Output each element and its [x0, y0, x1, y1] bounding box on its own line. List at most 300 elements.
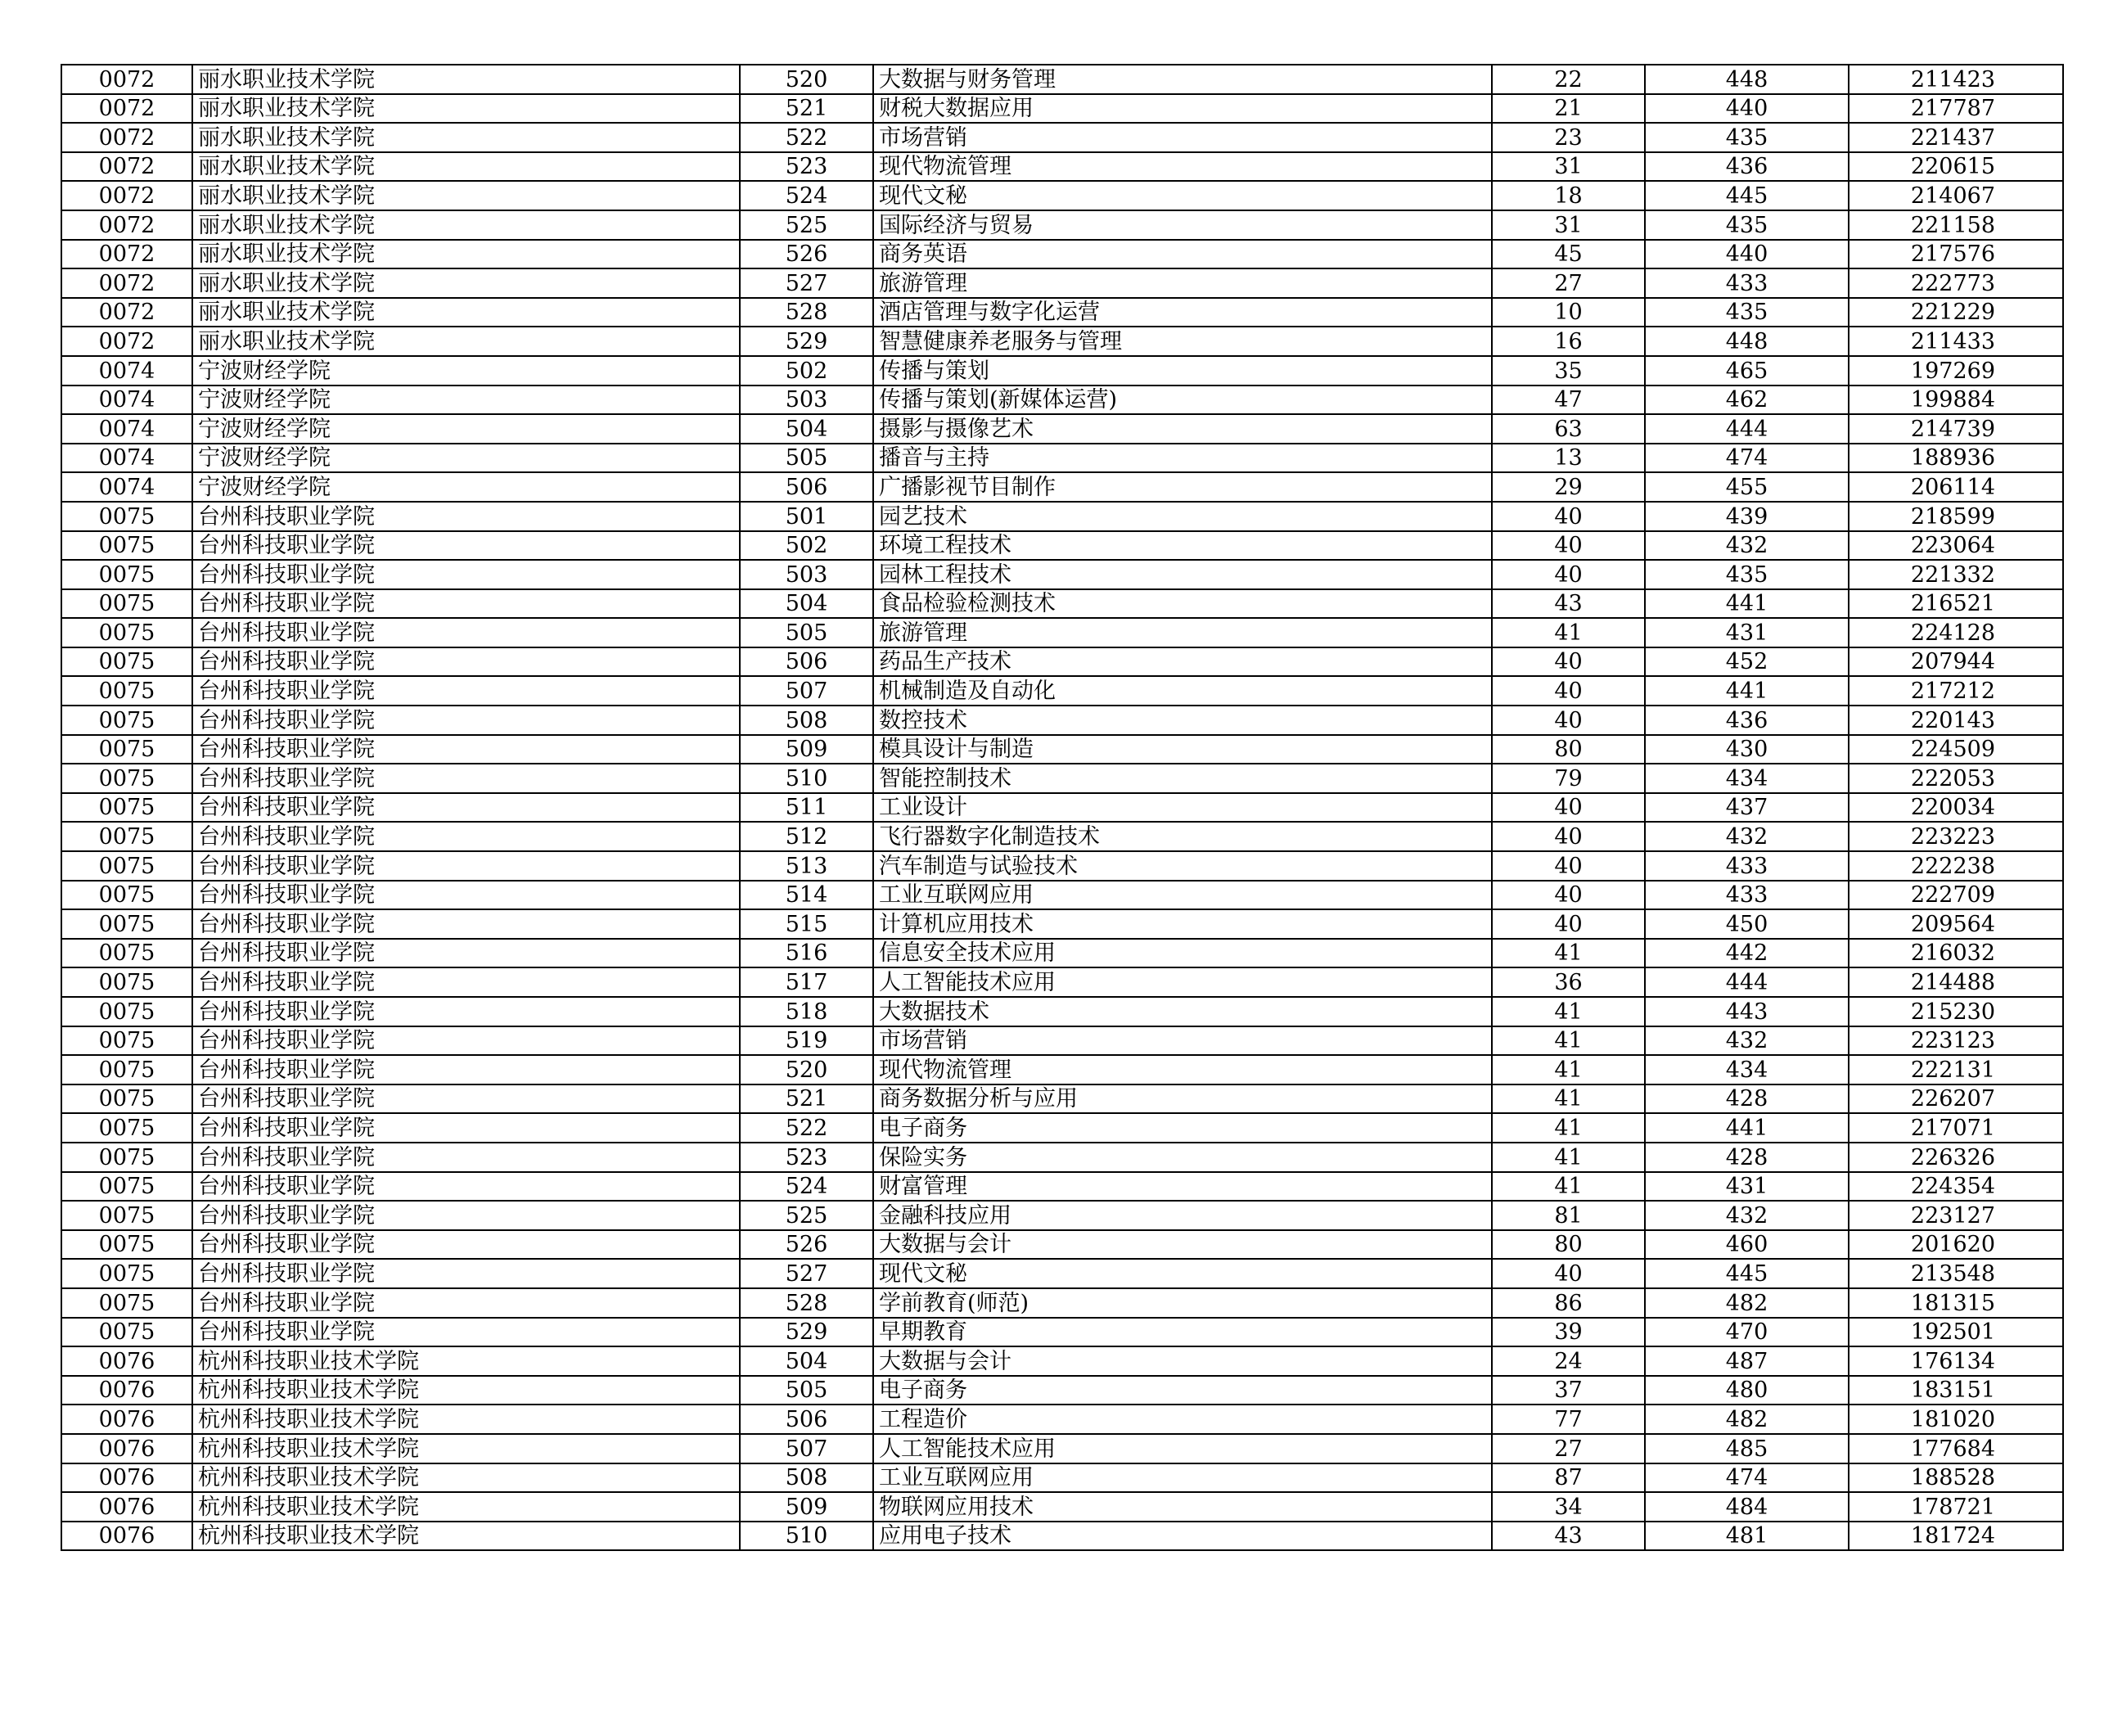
plan-count-cell: 13	[1492, 444, 1645, 473]
major-code-cell: 508	[740, 706, 873, 735]
major-code-cell: 527	[740, 268, 873, 298]
major-code-cell: 508	[740, 1463, 873, 1493]
min-rank-cell: 220143	[1849, 706, 2063, 735]
major-name-cell: 食品检验检测技术	[873, 589, 1492, 619]
school-code-cell: 0075	[61, 647, 192, 677]
min-rank-cell: 223223	[1849, 822, 2063, 851]
min-score-cell: 460	[1645, 1230, 1849, 1260]
school-name-cell: 杭州科技职业技术学院	[192, 1346, 740, 1376]
table-body	[61, 65, 2063, 1550]
plan-count-cell: 40	[1492, 647, 1645, 677]
school-name-cell: 台州科技职业学院	[192, 764, 740, 793]
school-code-cell: 0075	[61, 909, 192, 939]
min-rank-cell: 221229	[1849, 298, 2063, 327]
min-score-cell: 428	[1645, 1084, 1849, 1114]
school-name-cell: 杭州科技职业技术学院	[192, 1522, 740, 1551]
major-name-cell: 智能控制技术	[873, 764, 1492, 793]
table-row	[61, 560, 2063, 589]
min-rank-cell: 206114	[1849, 472, 2063, 502]
min-score-cell: 441	[1645, 676, 1849, 706]
table-row	[61, 1463, 2063, 1493]
min-score-cell: 433	[1645, 268, 1849, 298]
plan-count-cell: 41	[1492, 1113, 1645, 1143]
plan-count-cell: 40	[1492, 909, 1645, 939]
school-code-cell: 0072	[61, 268, 192, 298]
min-rank-cell: 178721	[1849, 1492, 2063, 1522]
min-score-cell: 435	[1645, 560, 1849, 589]
table-row	[61, 1055, 2063, 1084]
school-name-cell: 台州科技职业学院	[192, 1201, 740, 1230]
school-code-cell: 0075	[61, 764, 192, 793]
school-name-cell: 台州科技职业学院	[192, 1318, 740, 1347]
school-code-cell: 0072	[61, 240, 192, 269]
min-score-cell: 433	[1645, 851, 1849, 881]
min-rank-cell: 197269	[1849, 356, 2063, 386]
min-rank-cell: 217576	[1849, 240, 2063, 269]
major-code-cell: 504	[740, 589, 873, 619]
table-row	[61, 152, 2063, 182]
min-rank-cell: 214739	[1849, 414, 2063, 444]
min-rank-cell: 214067	[1849, 181, 2063, 210]
school-name-cell: 杭州科技职业技术学院	[192, 1463, 740, 1493]
school-name-cell: 丽水职业技术学院	[192, 298, 740, 327]
plan-count-cell: 40	[1492, 560, 1645, 589]
school-code-cell: 0075	[61, 1113, 192, 1143]
table-row	[61, 997, 2063, 1026]
table-row	[61, 65, 2063, 94]
school-code-cell: 0072	[61, 298, 192, 327]
min-rank-cell: 226326	[1849, 1143, 2063, 1172]
table-row	[61, 706, 2063, 735]
major-code-cell: 512	[740, 822, 873, 851]
major-code-cell: 523	[740, 152, 873, 182]
min-score-cell: 431	[1645, 618, 1849, 647]
table-row	[61, 1026, 2063, 1056]
plan-count-cell: 41	[1492, 1055, 1645, 1084]
table-row	[61, 386, 2063, 415]
table-row	[61, 851, 2063, 881]
table-row	[61, 94, 2063, 124]
plan-count-cell: 40	[1492, 1259, 1645, 1288]
plan-count-cell: 36	[1492, 967, 1645, 997]
school-name-cell: 台州科技职业学院	[192, 967, 740, 997]
school-name-cell: 台州科技职业学院	[192, 1113, 740, 1143]
major-code-cell: 525	[740, 210, 873, 240]
school-code-cell: 0075	[61, 618, 192, 647]
school-code-cell: 0076	[61, 1346, 192, 1376]
school-code-cell: 0072	[61, 65, 192, 94]
major-code-cell: 504	[740, 414, 873, 444]
table-row	[61, 1230, 2063, 1260]
major-code-cell: 526	[740, 1230, 873, 1260]
school-code-cell: 0075	[61, 676, 192, 706]
major-code-cell: 506	[740, 472, 873, 502]
major-name-cell: 财富管理	[873, 1172, 1492, 1202]
table-row	[61, 1143, 2063, 1172]
min-score-cell: 450	[1645, 909, 1849, 939]
plan-count-cell: 87	[1492, 1463, 1645, 1493]
school-code-cell: 0075	[61, 851, 192, 881]
major-name-cell: 应用电子技术	[873, 1522, 1492, 1551]
table-row	[61, 1405, 2063, 1434]
school-code-cell: 0075	[61, 881, 192, 910]
major-name-cell: 电子商务	[873, 1376, 1492, 1405]
major-code-cell: 517	[740, 967, 873, 997]
min-rank-cell: 217071	[1849, 1113, 2063, 1143]
school-name-cell: 台州科技职业学院	[192, 735, 740, 764]
major-code-cell: 510	[740, 764, 873, 793]
min-score-cell: 428	[1645, 1143, 1849, 1172]
table-row	[61, 939, 2063, 968]
plan-count-cell: 81	[1492, 1201, 1645, 1230]
min-rank-cell: 216521	[1849, 589, 2063, 619]
school-code-cell: 0075	[61, 793, 192, 823]
min-rank-cell: 224354	[1849, 1172, 2063, 1202]
major-code-cell: 509	[740, 1492, 873, 1522]
min-rank-cell: 209564	[1849, 909, 2063, 939]
school-name-cell: 台州科技职业学院	[192, 851, 740, 881]
major-name-cell: 机械制造及自动化	[873, 676, 1492, 706]
major-code-cell: 503	[740, 560, 873, 589]
major-code-cell: 504	[740, 1346, 873, 1376]
major-name-cell: 学前教育(师范)	[873, 1288, 1492, 1318]
plan-count-cell: 80	[1492, 1230, 1645, 1260]
min-rank-cell: 215230	[1849, 997, 2063, 1026]
major-code-cell: 506	[740, 647, 873, 677]
plan-count-cell: 34	[1492, 1492, 1645, 1522]
table-row	[61, 444, 2063, 473]
school-name-cell: 台州科技职业学院	[192, 1143, 740, 1172]
major-name-cell: 工业互联网应用	[873, 1463, 1492, 1493]
school-name-cell: 丽水职业技术学院	[192, 123, 740, 152]
school-name-cell: 宁波财经学院	[192, 386, 740, 415]
school-code-cell: 0076	[61, 1405, 192, 1434]
school-code-cell: 0072	[61, 210, 192, 240]
table-row	[61, 909, 2063, 939]
major-code-cell: 511	[740, 793, 873, 823]
major-name-cell: 人工智能技术应用	[873, 1434, 1492, 1463]
table-row	[61, 268, 2063, 298]
table-row	[61, 589, 2063, 619]
school-name-cell: 宁波财经学院	[192, 356, 740, 386]
school-name-cell: 台州科技职业学院	[192, 618, 740, 647]
table-row	[61, 1084, 2063, 1114]
min-score-cell: 482	[1645, 1405, 1849, 1434]
major-name-cell: 现代文秘	[873, 181, 1492, 210]
major-code-cell: 502	[740, 531, 873, 561]
major-code-cell: 522	[740, 1113, 873, 1143]
major-code-cell: 524	[740, 181, 873, 210]
min-score-cell: 434	[1645, 1055, 1849, 1084]
min-score-cell: 452	[1645, 647, 1849, 677]
school-name-cell: 台州科技职业学院	[192, 939, 740, 968]
major-code-cell: 507	[740, 1434, 873, 1463]
plan-count-cell: 41	[1492, 1143, 1645, 1172]
major-name-cell: 现代物流管理	[873, 1055, 1492, 1084]
plan-count-cell: 39	[1492, 1318, 1645, 1347]
plan-count-cell: 35	[1492, 356, 1645, 386]
school-name-cell: 杭州科技职业技术学院	[192, 1492, 740, 1522]
min-rank-cell: 220034	[1849, 793, 2063, 823]
min-rank-cell: 222053	[1849, 764, 2063, 793]
table-row	[61, 735, 2063, 764]
min-rank-cell: 218599	[1849, 502, 2063, 531]
min-rank-cell: 216032	[1849, 939, 2063, 968]
table-row	[61, 967, 2063, 997]
table-row	[61, 210, 2063, 240]
min-rank-cell: 224509	[1849, 735, 2063, 764]
table-row	[61, 181, 2063, 210]
min-score-cell: 432	[1645, 822, 1849, 851]
min-score-cell: 440	[1645, 240, 1849, 269]
plan-count-cell: 63	[1492, 414, 1645, 444]
school-name-cell: 丽水职业技术学院	[192, 268, 740, 298]
major-code-cell: 509	[740, 735, 873, 764]
school-code-cell: 0074	[61, 386, 192, 415]
min-score-cell: 445	[1645, 1259, 1849, 1288]
school-code-cell: 0075	[61, 531, 192, 561]
plan-count-cell: 21	[1492, 94, 1645, 124]
major-name-cell: 旅游管理	[873, 618, 1492, 647]
school-name-cell: 台州科技职业学院	[192, 1288, 740, 1318]
plan-count-cell: 40	[1492, 706, 1645, 735]
min-score-cell: 433	[1645, 881, 1849, 910]
plan-count-cell: 43	[1492, 589, 1645, 619]
school-name-cell: 台州科技职业学院	[192, 560, 740, 589]
admission-table	[61, 64, 2064, 1551]
table-row	[61, 298, 2063, 327]
min-score-cell: 474	[1645, 444, 1849, 473]
plan-count-cell: 40	[1492, 881, 1645, 910]
min-rank-cell: 222773	[1849, 268, 2063, 298]
min-rank-cell: 221437	[1849, 123, 2063, 152]
school-code-cell: 0075	[61, 1259, 192, 1288]
school-code-cell: 0072	[61, 123, 192, 152]
school-name-cell: 台州科技职业学院	[192, 881, 740, 910]
major-name-cell: 电子商务	[873, 1113, 1492, 1143]
min-rank-cell: 217212	[1849, 676, 2063, 706]
min-score-cell: 445	[1645, 181, 1849, 210]
major-name-cell: 大数据技术	[873, 997, 1492, 1026]
major-code-cell: 520	[740, 1055, 873, 1084]
major-name-cell: 大数据与会计	[873, 1230, 1492, 1260]
major-name-cell: 财税大数据应用	[873, 94, 1492, 124]
major-name-cell: 播音与主持	[873, 444, 1492, 473]
school-code-cell: 0074	[61, 414, 192, 444]
major-name-cell: 园林工程技术	[873, 560, 1492, 589]
table-row	[61, 618, 2063, 647]
school-code-cell: 0075	[61, 997, 192, 1026]
major-code-cell: 518	[740, 997, 873, 1026]
major-name-cell: 大数据与财务管理	[873, 65, 1492, 94]
school-code-cell: 0075	[61, 967, 192, 997]
min-rank-cell: 188528	[1849, 1463, 2063, 1493]
min-rank-cell: 177684	[1849, 1434, 2063, 1463]
plan-count-cell: 79	[1492, 764, 1645, 793]
min-rank-cell: 211423	[1849, 65, 2063, 94]
table-row	[61, 1201, 2063, 1230]
school-name-cell: 台州科技职业学院	[192, 676, 740, 706]
major-name-cell: 数控技术	[873, 706, 1492, 735]
school-name-cell: 台州科技职业学院	[192, 706, 740, 735]
school-name-cell: 台州科技职业学院	[192, 793, 740, 823]
major-code-cell: 523	[740, 1143, 873, 1172]
min-score-cell: 441	[1645, 589, 1849, 619]
plan-count-cell: 77	[1492, 1405, 1645, 1434]
school-code-cell: 0075	[61, 1318, 192, 1347]
major-name-cell: 酒店管理与数字化运营	[873, 298, 1492, 327]
major-code-cell: 526	[740, 240, 873, 269]
major-code-cell: 515	[740, 909, 873, 939]
major-code-cell: 505	[740, 1376, 873, 1405]
min-rank-cell: 222131	[1849, 1055, 2063, 1084]
major-code-cell: 524	[740, 1172, 873, 1202]
min-score-cell: 444	[1645, 967, 1849, 997]
min-score-cell: 432	[1645, 1201, 1849, 1230]
plan-count-cell: 41	[1492, 618, 1645, 647]
major-code-cell: 503	[740, 386, 873, 415]
table-row	[61, 123, 2063, 152]
min-rank-cell: 226207	[1849, 1084, 2063, 1114]
min-score-cell: 448	[1645, 327, 1849, 356]
plan-count-cell: 24	[1492, 1346, 1645, 1376]
school-name-cell: 台州科技职业学院	[192, 997, 740, 1026]
plan-count-cell: 86	[1492, 1288, 1645, 1318]
table-row	[61, 327, 2063, 356]
plan-count-cell: 40	[1492, 851, 1645, 881]
school-code-cell: 0075	[61, 822, 192, 851]
plan-count-cell: 10	[1492, 298, 1645, 327]
min-score-cell: 434	[1645, 764, 1849, 793]
major-name-cell: 广播影视节目制作	[873, 472, 1492, 502]
min-score-cell: 448	[1645, 65, 1849, 94]
table-row	[61, 764, 2063, 793]
min-score-cell: 437	[1645, 793, 1849, 823]
school-code-cell: 0074	[61, 444, 192, 473]
major-name-cell: 工业互联网应用	[873, 881, 1492, 910]
school-name-cell: 台州科技职业学院	[192, 1172, 740, 1202]
major-name-cell: 市场营销	[873, 123, 1492, 152]
school-code-cell: 0072	[61, 152, 192, 182]
major-name-cell: 金融科技应用	[873, 1201, 1492, 1230]
major-name-cell: 现代文秘	[873, 1259, 1492, 1288]
min-rank-cell: 201620	[1849, 1230, 2063, 1260]
min-rank-cell: 176134	[1849, 1346, 2063, 1376]
min-score-cell: 431	[1645, 1172, 1849, 1202]
min-rank-cell: 213548	[1849, 1259, 2063, 1288]
min-score-cell: 465	[1645, 356, 1849, 386]
major-name-cell: 计算机应用技术	[873, 909, 1492, 939]
plan-count-cell: 31	[1492, 210, 1645, 240]
plan-count-cell: 22	[1492, 65, 1645, 94]
plan-count-cell: 40	[1492, 793, 1645, 823]
school-name-cell: 丽水职业技术学院	[192, 152, 740, 182]
school-code-cell: 0074	[61, 472, 192, 502]
plan-count-cell: 41	[1492, 1172, 1645, 1202]
min-score-cell: 435	[1645, 298, 1849, 327]
major-code-cell: 522	[740, 123, 873, 152]
min-rank-cell: 188936	[1849, 444, 2063, 473]
major-name-cell: 药品生产技术	[873, 647, 1492, 677]
major-name-cell: 市场营销	[873, 1026, 1492, 1056]
table-row	[61, 676, 2063, 706]
min-rank-cell: 220615	[1849, 152, 2063, 182]
major-name-cell: 商务英语	[873, 240, 1492, 269]
major-name-cell: 大数据与会计	[873, 1346, 1492, 1376]
major-name-cell: 智慧健康养老服务与管理	[873, 327, 1492, 356]
major-name-cell: 国际经济与贸易	[873, 210, 1492, 240]
major-name-cell: 传播与策划	[873, 356, 1492, 386]
plan-count-cell: 40	[1492, 531, 1645, 561]
school-name-cell: 台州科技职业学院	[192, 1055, 740, 1084]
major-name-cell: 商务数据分析与应用	[873, 1084, 1492, 1114]
plan-count-cell: 41	[1492, 997, 1645, 1026]
table-row	[61, 1376, 2063, 1405]
major-name-cell: 环境工程技术	[873, 531, 1492, 561]
min-rank-cell: 181724	[1849, 1522, 2063, 1551]
major-code-cell: 528	[740, 1288, 873, 1318]
min-rank-cell: 223127	[1849, 1201, 2063, 1230]
school-name-cell: 台州科技职业学院	[192, 647, 740, 677]
min-rank-cell: 222238	[1849, 851, 2063, 881]
min-score-cell: 435	[1645, 123, 1849, 152]
plan-count-cell: 31	[1492, 152, 1645, 182]
major-name-cell: 人工智能技术应用	[873, 967, 1492, 997]
major-code-cell: 502	[740, 356, 873, 386]
major-name-cell: 工业设计	[873, 793, 1492, 823]
min-rank-cell: 223123	[1849, 1026, 2063, 1056]
major-code-cell: 513	[740, 851, 873, 881]
school-name-cell: 台州科技职业学院	[192, 909, 740, 939]
major-code-cell: 507	[740, 676, 873, 706]
min-score-cell: 436	[1645, 152, 1849, 182]
min-score-cell: 481	[1645, 1522, 1849, 1551]
school-name-cell: 台州科技职业学院	[192, 1026, 740, 1056]
table-row	[61, 1346, 2063, 1376]
plan-count-cell: 18	[1492, 181, 1645, 210]
school-code-cell: 0075	[61, 1288, 192, 1318]
major-code-cell: 529	[740, 1318, 873, 1347]
school-name-cell: 台州科技职业学院	[192, 1084, 740, 1114]
min-score-cell: 439	[1645, 502, 1849, 531]
min-rank-cell: 181315	[1849, 1288, 2063, 1318]
min-score-cell: 474	[1645, 1463, 1849, 1493]
school-name-cell: 丽水职业技术学院	[192, 210, 740, 240]
table-row	[61, 1172, 2063, 1202]
plan-count-cell: 40	[1492, 676, 1645, 706]
min-rank-cell: 221332	[1849, 560, 2063, 589]
major-name-cell: 摄影与摄像艺术	[873, 414, 1492, 444]
school-name-cell: 丽水职业技术学院	[192, 240, 740, 269]
major-name-cell: 园艺技术	[873, 502, 1492, 531]
school-name-cell: 杭州科技职业技术学院	[192, 1434, 740, 1463]
major-code-cell: 521	[740, 94, 873, 124]
plan-count-cell: 41	[1492, 939, 1645, 968]
school-code-cell: 0076	[61, 1463, 192, 1493]
school-name-cell: 丽水职业技术学院	[192, 181, 740, 210]
school-code-cell: 0074	[61, 356, 192, 386]
min-rank-cell: 199884	[1849, 386, 2063, 415]
major-name-cell: 物联网应用技术	[873, 1492, 1492, 1522]
table-row	[61, 1288, 2063, 1318]
min-rank-cell: 217787	[1849, 94, 2063, 124]
min-score-cell: 435	[1645, 210, 1849, 240]
min-rank-cell: 211433	[1849, 327, 2063, 356]
major-name-cell: 现代物流管理	[873, 152, 1492, 182]
min-rank-cell: 221158	[1849, 210, 2063, 240]
major-code-cell: 505	[740, 618, 873, 647]
table-row	[61, 1113, 2063, 1143]
